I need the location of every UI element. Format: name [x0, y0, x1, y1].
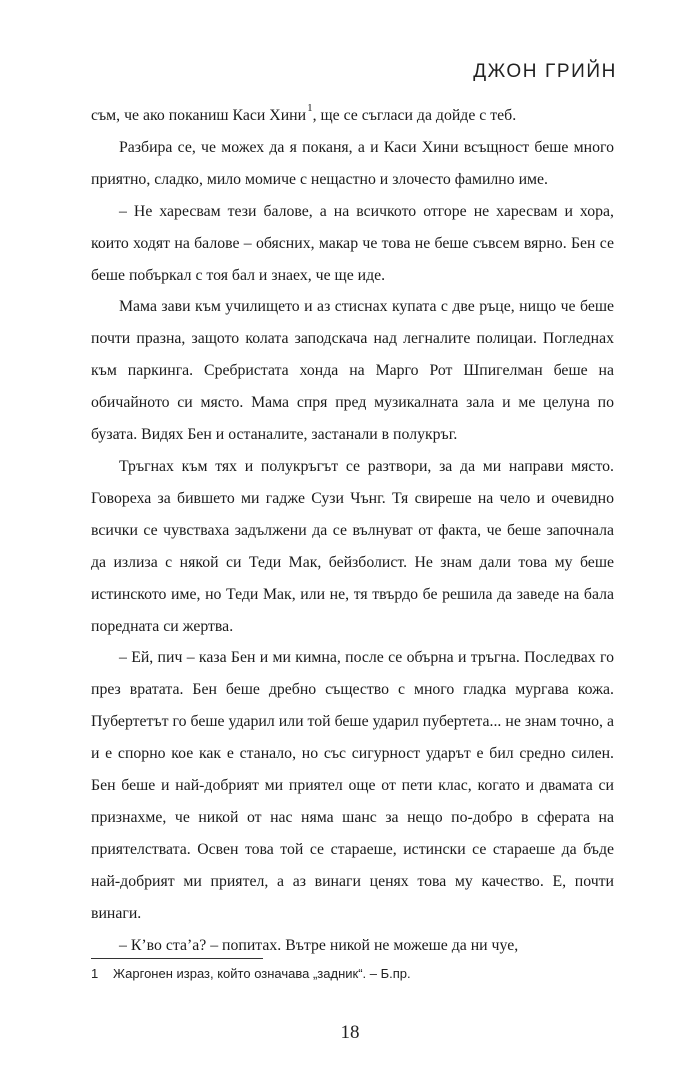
paragraph-text: , ще се съгласи да дойде с теб.: [312, 107, 517, 124]
paragraph: – К’во ста’а? – попитах. Вътре никой не можеше да ни чуе,: [119, 936, 519, 954]
paragraph: Тръгнах към тях и полукръгът се разтвори, за да ми направи място. Говореха за бившето ми гадже Сузи Чънг. Тя свиреше на чело и очевидно всички се чувстваха задължени да се вълнуват от факта, че беше започнала да излиза с някой си Теди Мак, бейзболист. Не знам дали това му беше истинското име, но Теди Мак, или не, тя твърдо бе решила да заведе на бала поредната си жертва.: [91, 457, 614, 635]
footnote-text: Жаргонен израз, който означава „задник“. – Б.пр.: [113, 966, 411, 981]
paragraph: Разбира се, че можех да я поканя, а и Каси Хини всъщност беше много приятно, сладко, мило момиче с нещастно и злочесто фамилно име.: [91, 138, 614, 188]
paragraph-continued: [91, 100, 614, 132]
paragraph: – Не харесвам тези балове, а на всичкото отгоре не харесвам и хора, които ходят на балове – обясних, макар че това не беше съвсем вярно. Бен се беше побъркал с тоя бал и знаех, че ще иде.: [91, 202, 614, 284]
footnote: [91, 966, 614, 981]
body-text: [91, 100, 614, 961]
paragraph: Мама зави към училището и аз стиснах купата с две ръце, нищо че беше почти празна, защото колата заподскача над легналите полицаи. Погледнах към паркинга. Сребристата хонда на Марго Рот Шпигелман беше на обичайното си място. Мама спря пред музикалната зала и ме целуна по бузата. Видях Бен и останалите, застанали в полукръг.: [91, 298, 614, 444]
footnote-reference[interactable]: 1: [307, 102, 313, 114]
paragraph-text: съм, че ако поканиш Каси Хини: [91, 107, 307, 124]
running-head: ДЖОН ГРИЙН: [473, 61, 617, 82]
footnote-divider: [91, 958, 263, 959]
footnote-number: 1: [91, 966, 99, 981]
page-number: 18: [340, 1022, 360, 1043]
paragraph: – Ей, пич – каза Бен и ми кимна, после се обърна и тръгна. Последвах го през вратата. Бен беше дребно същество с много гладка мургава кожа. Пубертетът го беше ударил или той беше ударил пубертета... не знам точно, а и е спорно кое как е станало, но със сигурност ударът е бил средно силен. Бен беше и най-добрият ми приятел още от пети клас, когато и двамата си признахме, че никой от нас няма шанс за нещо по-добро в сферата на приятелствата. Освен това той се стараеше, истински се стараеше да бъде най-добрият ми приятел, а аз винаги ценях това му качество. Е, почти винаги.: [91, 649, 614, 922]
